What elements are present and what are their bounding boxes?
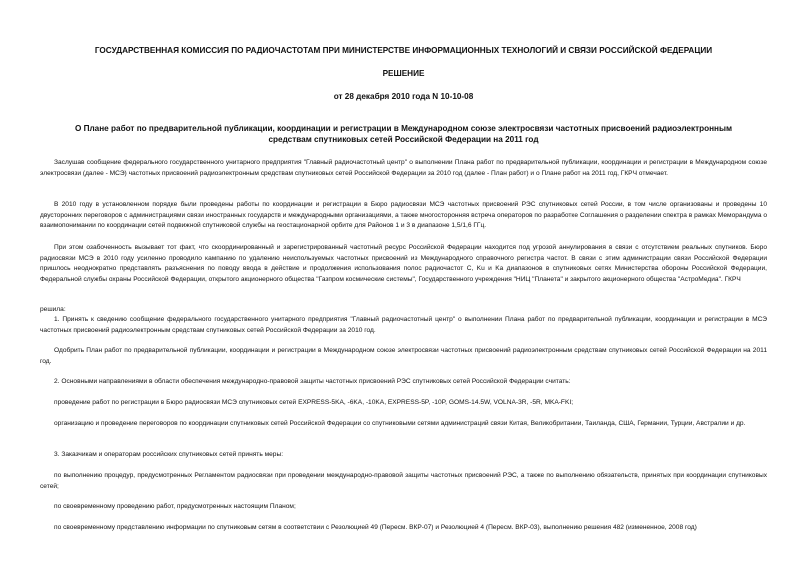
paragraph-item-3: 3. Заказчикам и операторам российских спутниковых сетей принять меры: (54, 451, 284, 458)
paragraph-item-2: 2. Основными направлениями в области обеспечения международно-правовой защиты частотных присвоений РЭС спутниковых сетей Российской Федерации считать: (54, 378, 571, 385)
paragraph-approve: Одобрить План работ по предварительной публикации, координации и регистрации в Международном союзе электросвязи частотных присвоений радиоэлектронным средствам спутниковых сетей Российской Федерации на 2011 год. (40, 347, 767, 365)
paragraph-timely-work: по своевременному проведению работ, предусмотренных настоящим Планом; (54, 503, 296, 510)
paragraph-item-1: 1. Принять к сведению сообщение федерального государственного унитарного предприятия "Главный радиочастотный центр" о выполнении Плана работ по предварительной публикации, координации и регистрации в МСЭ частотных присвоений радиоэлектронным средствам спутниковых сетей Российской Федерации за 2010 год. (40, 316, 767, 334)
issuing-authority: ГОСУДАРСТВЕННАЯ КОМИССИЯ ПО РАДИОЧАСТОТАМ ПРИ МИНИСТЕРСТВЕ ИНФОРМАЦИОННЫХ ТЕХНОЛОГИЙ И СВЯЗИ РОССИЙСКОЙ ФЕДЕРАЦИИ (94, 46, 713, 55)
paragraph-registration: проведение работ по регистрации в Бюро радиосвязи МСЭ спутниковых сетей EXPRESS-5KA, -6KA, -10KA, EXPRESS-5P, -10P, GOMS-14.5W, VOLNA-3R, -5R, MKA-FKI; (54, 399, 574, 406)
paragraph-procedures: по выполнению процедур, предусмотренных Регламентом радиосвязи при проведении международно-правовой защиты частотных присвоений РЭС, а также по выполнению обязательств, принятых при координации спутниковых сетей; (40, 472, 767, 490)
document-date-number: от 28 декабря 2010 года N 10-10-08 (333, 92, 474, 101)
paragraph-negotiations: организацию и проведение переговоров по координации спутниковых сетей Российской Федерации со спутниковыми сетями администраций связи Китая, Великобритании, Таиланда, США, Германии, Турции, Австралии и др. (54, 420, 746, 427)
paragraph-timely-info: по своевременному представлению информации по спутниковым сетям в соответствии с Резолюцией 49 (Пересм. ВКР-07) и Резолюцией 4 (Пересм. ВКР-03), выполнению решения 482 (измененное, 2008 год) (54, 524, 697, 531)
decision-label: решила: (40, 306, 66, 313)
document-type: РЕШЕНИЕ (382, 69, 425, 78)
paragraph-3: При этом озабоченность вызывает тот факт, что скоординированный и зарегистрированный частотный ресурс Российской Федерации находится под угрозой аннулирования в связи с отсутствием реальных спутников. Бюро радиосвязи МСЭ в 2010 году усиленно проводило кампанию по удалению неиспользуемых частотных присвоений из Международного справочного регистра частот. В связи с этим администрации связи Российской Федерации пришлось неоднократно представлять разъяснения по поводу ввода в действие и продолжения использования полос радиочастот С, Ku и Ka диапазонов в спутниковых сетях Министерства обороны Российской Федерации, Федеральной службы охраны Российской Федерации, открытого акционерного общества "Газпром космические системы", Государственного учреждения "НИЦ "Планета" и закрытого акционерного общества "АстроМедиа". ГКРЧ (40, 244, 767, 283)
paragraph-1: Заслушав сообщение федерального государственного унитарного предприятия "Главный радиочастотный центр" о выполнении Плана работ по предварительной публикации, координации и регистрации в Международном союзе электросвязи (далее - МСЭ) частотных присвоений радиоэлектронным средствам спутниковых сетей Российской Федерации за 2010 год (далее - План работ) и о Плане работ на 2011 год, ГКРЧ отмечает. (40, 159, 767, 177)
document-title: О Плане работ по предварительной публикации, координации и регистрации в Международном союзе электросвязи частотных присвоений радиоэлектронным средствам спутниковых сетей Российской Федерации на 2011 год (74, 124, 733, 144)
paragraph-2: В 2010 году в установленном порядке были проведены работы по координации и регистрации в Бюро радиосвязи МСЭ частотных присвоений РЭС спутниковых сетей России, в том числе организованы и проведены 10 двусторонних переговоров с администрациями связи иностранных государств и международными организациями, а также многосторонняя встреча операторов по разработке Соглашения о разделении спектра в рамках Меморандума о взаимопонимании по координации сетей подвижной спутниковой службы на геостационарной орбите для Районов 1 и 3 в диапазоне 1,5/1,6 ГГц. (40, 201, 767, 230)
